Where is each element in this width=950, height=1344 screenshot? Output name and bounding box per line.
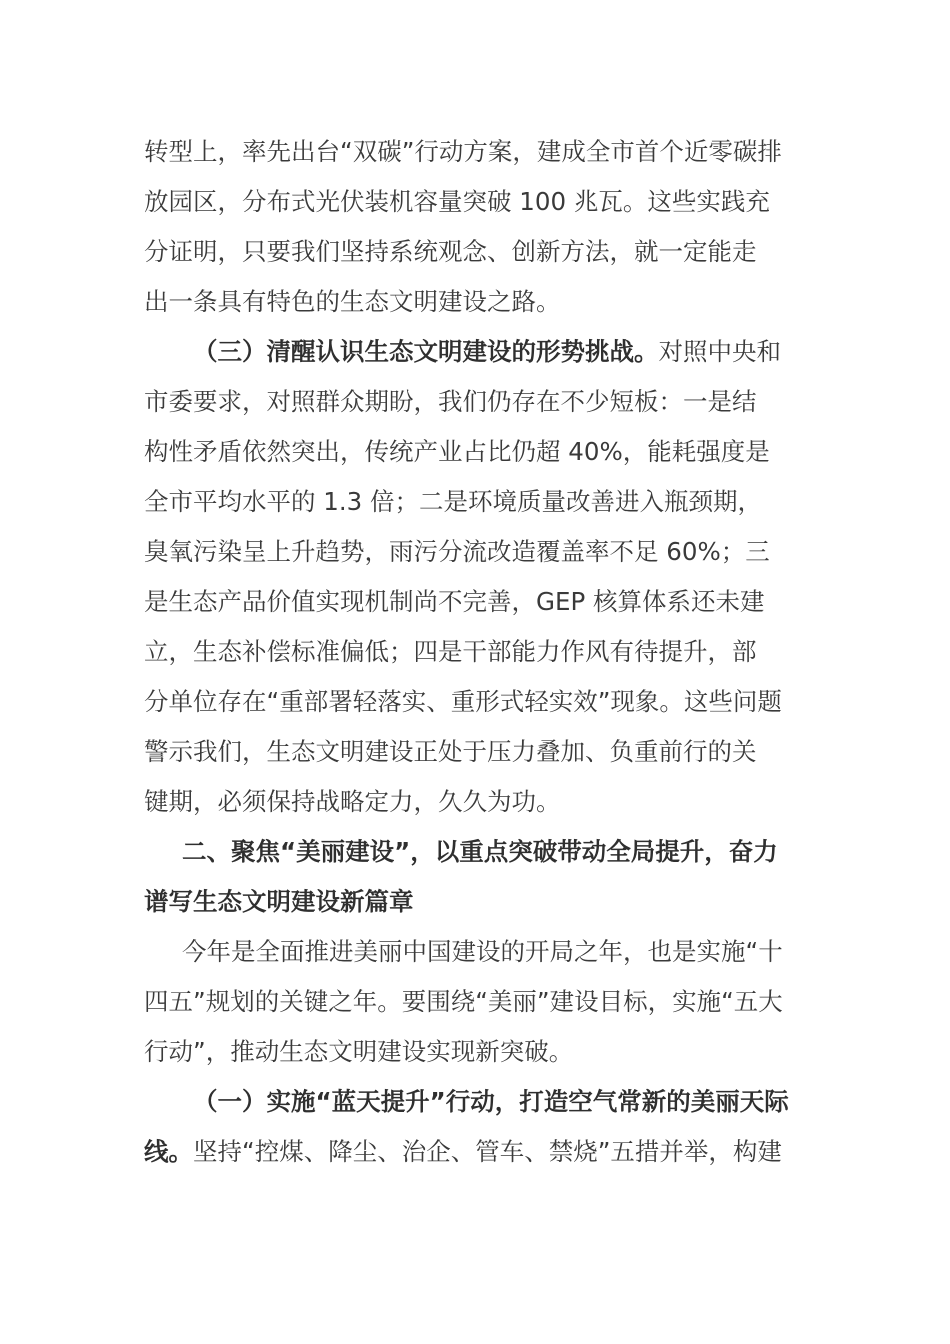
line-text: 臭氧污染呈上升趋势，雨污分流改造覆盖率不足 60%；三	[144, 537, 770, 566]
line-text: 立，生态补偿标准偏低；四是干部能力作风有待提升，部	[144, 637, 757, 666]
line-text: 转型上，率先出台“双碳”行动方案，建成全市首个近零碳排	[144, 137, 782, 166]
document-body	[144, 127, 806, 1177]
line-text: 四五”规划的关键之年。要围绕“美丽”建设目标，实施“五大	[144, 987, 783, 1016]
paragraph-line-11	[144, 627, 806, 677]
line-text: 全市平均水平的 1.3 倍；二是环境质量改善进入瓶颈期，	[144, 487, 763, 516]
subsection-heading-3	[144, 327, 806, 377]
line-text: 出一条具有特色的生态文明建设之路。	[144, 287, 561, 316]
paragraph-line-10	[144, 577, 806, 627]
line-text: 警示我们，生态文明建设正处于压力叠加、负重前行的关	[144, 737, 757, 766]
line-text: 分证明，只要我们坚持系统观念、创新方法，就一定能走	[144, 237, 757, 266]
paragraph-line-3	[144, 227, 806, 277]
paragraph-line-13	[144, 727, 806, 777]
subsection-heading-1	[144, 1077, 806, 1127]
section-title: 二、聚焦“美丽建设”，以重点突破带动全局提升，奋力	[182, 837, 778, 866]
line-text: 构性矛盾依然突出，传统产业占比仍超 40%，能耗强度是	[144, 437, 770, 466]
paragraph-line-2	[144, 177, 806, 227]
paragraph-line-4	[144, 277, 806, 327]
paragraph-line-21	[144, 1127, 806, 1177]
section-heading-2	[144, 827, 806, 877]
line-text: 放园区，分布式光伏装机容量突破 100 兆瓦。这些实践充	[144, 187, 770, 216]
section-title-cont: 谱写生态文明建设新篇章	[144, 887, 414, 916]
line-text: 对照中央和	[658, 337, 781, 366]
line-text: 行动”，推动生态文明建设实现新突破。	[144, 1037, 574, 1066]
paragraph-line-18	[144, 977, 806, 1027]
paragraph-line-1	[144, 127, 806, 177]
paragraph-line-6	[144, 377, 806, 427]
paragraph-line-14	[144, 777, 806, 827]
subsection-title-cont: 线。	[144, 1137, 193, 1166]
paragraph-line-8	[144, 477, 806, 527]
paragraph-line-9	[144, 527, 806, 577]
section-heading-2-cont	[144, 877, 806, 927]
paragraph-line-12	[144, 677, 806, 727]
paragraph-line-17	[144, 927, 806, 977]
line-text: 坚持“控煤、降尘、治企、管车、禁烧”五措并举，构建	[193, 1137, 782, 1166]
line-text: 分单位存在“重部署轻落实、重形式轻实效”现象。这些问题	[144, 687, 782, 716]
subsection-title: （三）清醒认识生态文明建设的形势挑战。	[193, 337, 659, 366]
paragraph-line-19	[144, 1027, 806, 1077]
subsection-title: （一）实施“蓝天提升”行动，打造空气常新的美丽天际	[193, 1087, 789, 1116]
paragraph-line-7	[144, 427, 806, 477]
line-text: 是生态产品价值实现机制尚不完善，GEP 核算体系还未建	[144, 587, 765, 616]
line-text: 市委要求，对照群众期盼，我们仍存在不少短板：一是结	[144, 387, 757, 416]
line-text: 键期，必须保持战略定力，久久为功。	[144, 787, 561, 816]
line-text: 今年是全面推进美丽中国建设的开局之年，也是实施“十	[182, 937, 783, 966]
